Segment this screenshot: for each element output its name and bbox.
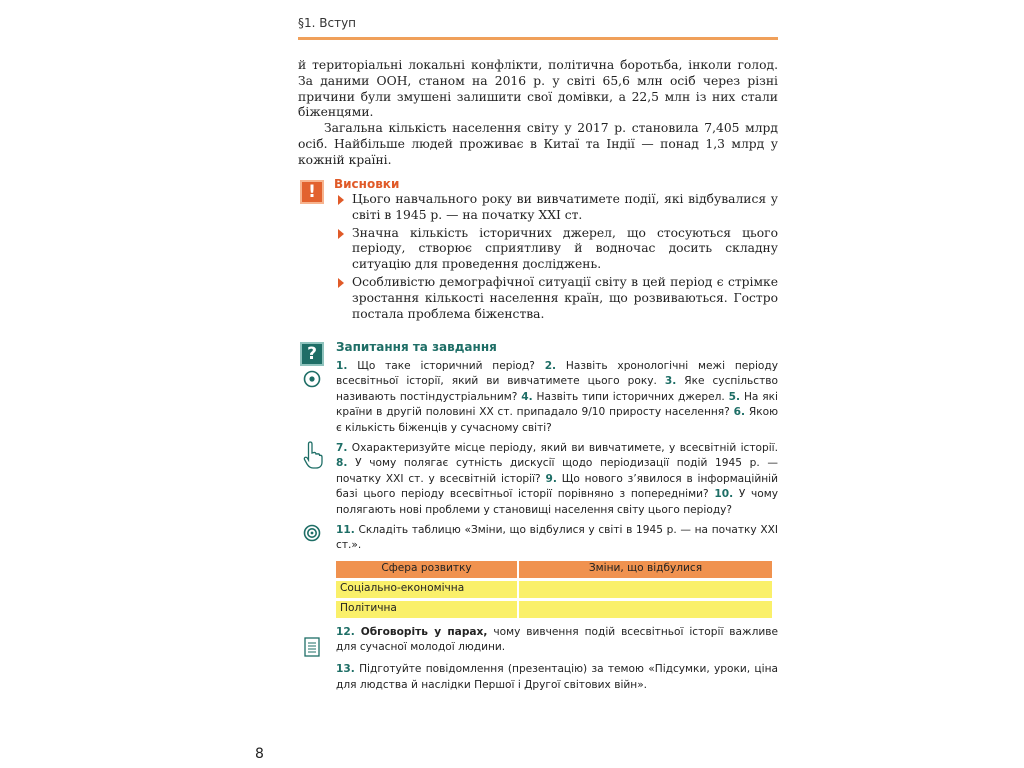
table-row <box>336 581 772 598</box>
table-cell <box>519 601 772 618</box>
task-number: 12. <box>336 625 355 638</box>
task-number: 4. <box>521 390 533 403</box>
task-emphasis: Обговоріть у парах, <box>360 625 488 638</box>
task-number: 1. <box>336 359 348 372</box>
arrow-bullet-icon <box>338 229 344 239</box>
page-number: 8 <box>255 746 264 762</box>
task-12 <box>336 625 778 656</box>
task-text: У чому полягають нові проблеми у становищі населення світу цього періоду? <box>336 488 778 516</box>
task-text: Охарактеризуйте місце періоду, який ви вивчатимете, у всесвітній історії. <box>351 441 778 454</box>
tasks-block-1 <box>336 359 778 437</box>
conclusions-section <box>334 177 778 324</box>
eye-target-icon <box>302 369 322 389</box>
conclusion-item: Особливістю демографічної ситуації світу в цей період є стрімке зростання кількості населення країн, що розвиваються. Гостро постала проблема біженства. <box>334 275 778 322</box>
arrow-bullet-icon <box>338 195 344 205</box>
table-cell: Соціально-економічна <box>336 581 517 598</box>
task-number: 13. <box>336 662 355 675</box>
task-text: Підготуйте повідомлення (презентацію) за темою «Підсумки, уроки, ціна для людства й наслідки Першої і Другої світових війн». <box>336 662 778 691</box>
table-cell: Політична <box>336 601 517 618</box>
task-number: 7. <box>336 441 348 454</box>
table-row <box>336 601 772 618</box>
conclusion-item: Значна кількість історичних джерел, що стосуються цього періоду, створює сприятливу й водночас досить складну ситуацію для проведення досліджень. <box>334 226 778 273</box>
question-icon: ? <box>300 342 324 366</box>
task-text: Що таке історичний період? <box>357 359 535 372</box>
task-number: 9. <box>545 472 557 485</box>
task-number: 2. <box>544 359 557 372</box>
table-header-row <box>336 561 772 578</box>
task-text: На які країни в другій половині ХХ ст. припадало 9/10 приросту населення? <box>336 390 778 419</box>
task-number: 8. <box>336 457 348 470</box>
section-title: §1. Вступ <box>298 16 357 30</box>
task-text: Якою є кількість біженців у сучасному світі? <box>336 406 778 434</box>
task-number: 6. <box>733 406 746 419</box>
tasks-block-2 <box>336 441 778 519</box>
header-rule <box>298 37 778 40</box>
notepad-icon <box>302 636 322 658</box>
intro-text <box>298 58 778 169</box>
tasks-title: Запитання та завдання <box>336 340 497 354</box>
arrow-bullet-icon <box>338 278 344 288</box>
table-cell <box>519 581 772 598</box>
task-text: Назвіть типи історичних джерел. <box>536 390 725 403</box>
task-text: Яке суспільство називають постіндустріальним? <box>336 375 779 403</box>
task-number: 10. <box>714 488 734 501</box>
conclusions-title: Висновки <box>334 177 400 191</box>
task-number: 11. <box>336 523 355 536</box>
task-13 <box>336 662 778 693</box>
conclusion-item: Цього навчального року ви вивчатимете події, які відбувалися у світі в 1945 р. — на початку XXI ст. <box>334 192 778 224</box>
task-11 <box>336 523 778 554</box>
intro-paragraph-1: й територіальні локальні конфлікти, політична боротьба, інколи голод. За даними ООН, станом на 2016 р. у світі 65,6 млн осіб через різні причини були змушені залишити свої домівки, а 22,5 млн із них стали біженцями. <box>298 58 778 120</box>
changes-table <box>334 558 774 621</box>
task-text: чому вивчення подій всесвітньої історії важливе для сучасної молодої людини. <box>336 625 779 654</box>
task-text: У чому полягає сутність дискусії щодо періодизації подій 1945 р. — початку XXI ст. у всесвітній історії? <box>336 457 779 485</box>
exclamation-icon: ! <box>300 180 324 204</box>
page-header <box>298 12 778 40</box>
target-icon <box>302 523 322 543</box>
task-text: Складіть таблицю «Зміни, що відбулися у світі в 1945 р. — на початку XXI ст.». <box>336 523 778 552</box>
task-number: 3. <box>664 375 677 388</box>
conclusions-list <box>334 192 778 322</box>
task-text: Назвіть хронологічні межі періоду всесвітньої історії, який ви вивчатимете цього року. <box>336 359 779 388</box>
table-header-cell: Зміни, що відбулися <box>519 561 772 578</box>
hand-pointing-icon <box>302 440 324 470</box>
tasks-section <box>336 340 778 697</box>
table-header-cell: Сфера розвитку <box>336 561 517 578</box>
intro-paragraph-2: Загальна кількість населення світу у 2017 р. становила 7,405 млрд осіб. Найбільше людей проживає в Китаї та Індії — понад 1,3 млрд у кожній країні. <box>298 121 778 167</box>
task-text: Що нового з’явилося в інформаційній базі цього періоду всесвітньої історії порівняно з попередніми? <box>336 472 778 501</box>
task-number: 5. <box>728 390 741 403</box>
